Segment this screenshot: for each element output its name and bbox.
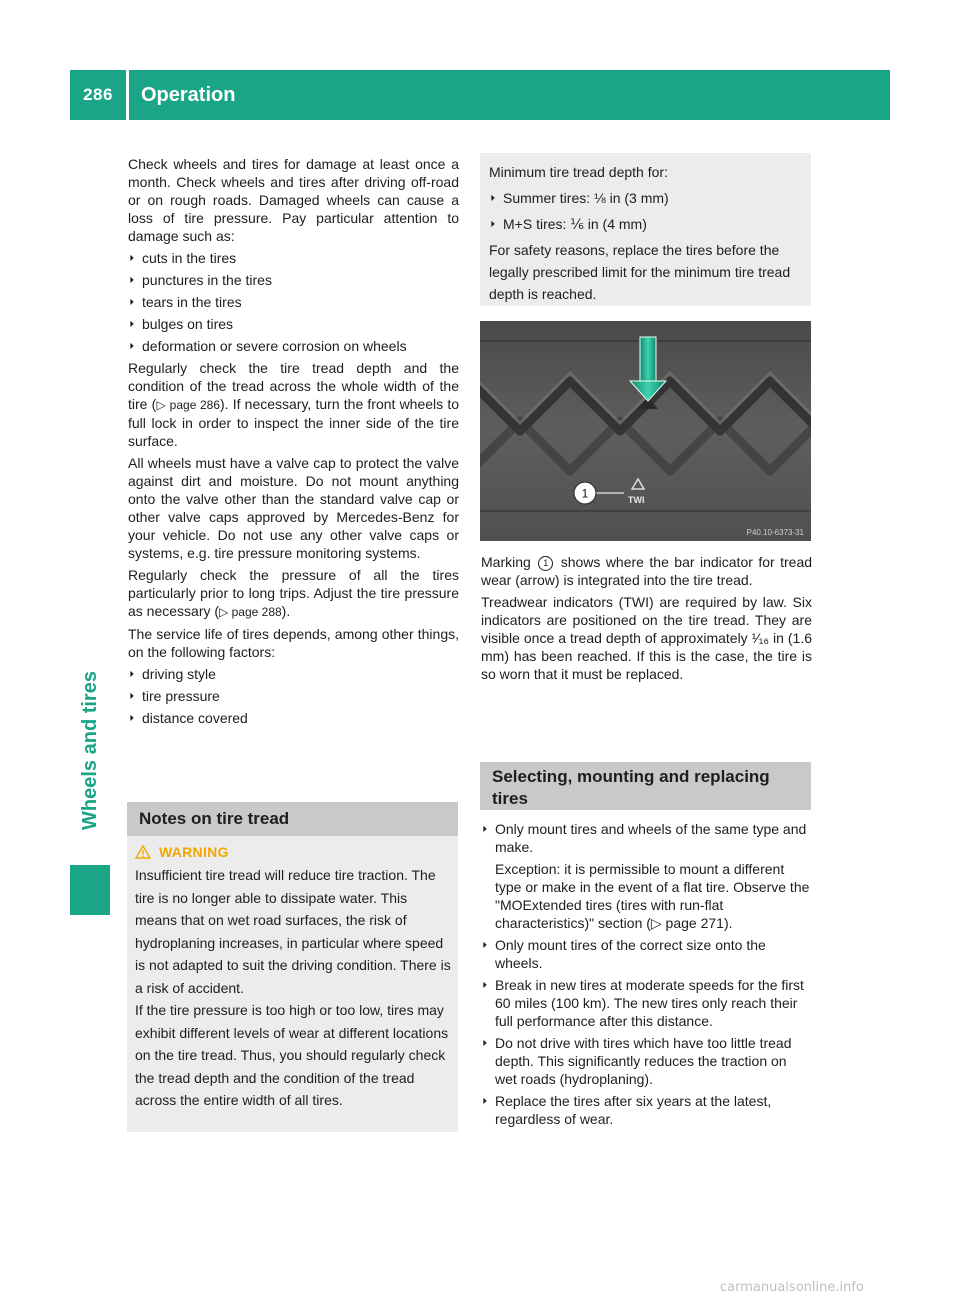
warning-title bbox=[135, 844, 229, 860]
warning-paragraph-2: If the tire pressure is too high or too low, tires may exhibit different levels of wear at different locations on the tire tread. Thus, you should regularly check the tread depth and the condition of the tread across the entire width of all tires. bbox=[135, 1002, 449, 1108]
warning-box bbox=[127, 836, 458, 1132]
tire-tread-image bbox=[480, 321, 811, 541]
marker-1-icon: 1 bbox=[538, 556, 553, 571]
list-item bbox=[481, 820, 812, 932]
list-item: ▶ tears in the tires bbox=[128, 293, 459, 311]
pressure-text-end: ). bbox=[281, 603, 291, 619]
side-chapter-marker bbox=[70, 865, 110, 915]
watermark: carmanualsonline.info bbox=[720, 1280, 864, 1295]
warning-paragraph-1: Insufficient tire tread will reduce tire traction. The tire is no longer able to dissipate water. This means that on wet road surfaces, the risk of hydroplaning increases, in particular where speed is not adapted to suit the driving condition. There is a risk of accident. bbox=[135, 867, 451, 996]
page-number: 286 bbox=[83, 85, 113, 104]
warning-icon bbox=[135, 845, 151, 859]
left-column bbox=[128, 155, 459, 731]
damage-list bbox=[128, 249, 459, 355]
list-item: ▶ punctures in the tires bbox=[128, 271, 459, 289]
list-item: ▶ driving style bbox=[128, 665, 459, 683]
list-item: ▶ Only mount tires of the correct size onto the wheels. bbox=[481, 936, 812, 972]
selecting-list bbox=[481, 820, 812, 1128]
side-chapter-text: Wheels and tires bbox=[78, 670, 101, 830]
marking-paragraph bbox=[481, 553, 812, 589]
tread-check-text: Regularly check the tire tread depth and the condition of the tread across the whole width of the tire ( bbox=[128, 360, 459, 412]
minimum-tread-box bbox=[480, 153, 811, 306]
tread-indicator-text bbox=[481, 553, 812, 687]
factors-list bbox=[128, 665, 459, 727]
section-title: Operation bbox=[141, 83, 236, 106]
list-item: ▶ Break in new tires at moderate speeds for the first 60 miles (100 km). The new tires only reach their full performance after this distance. bbox=[481, 976, 812, 1030]
warning-label: WARNING bbox=[159, 844, 229, 860]
list-item: ▶ deformation or severe corrosion on wheels bbox=[128, 337, 459, 355]
page-reference-link[interactable]: ▷ page 286 bbox=[156, 398, 220, 412]
list-item: ▶ distance covered bbox=[128, 709, 459, 727]
page-reference-link[interactable]: ▷ page 288 bbox=[219, 605, 282, 619]
twi-paragraph: Treadwear indicators (TWI) are required by law. Six indicators are positioned on the tire tread. They are visible once a tread depth of approximately ¹⁄₁₆ in (1.6 mm) has been reached. If this is the case, the tire is so worn that it must be replaced. bbox=[481, 594, 812, 682]
list-item-text: ▶ Only mount tires and wheels of the same type and make. bbox=[495, 821, 807, 855]
notes-heading: Notes on tire tread bbox=[127, 802, 458, 836]
list-item: ▶ Summer tires: ⅛ in (3 mm) bbox=[489, 185, 804, 211]
list-item-subtext: Exception: it is permissible to mount a different type or make in the event of a flat tire. Observe the "MOExtended tires (tires with run-flat characteristics)" section (▷ page 271). bbox=[495, 861, 810, 931]
image-code: P40.10-6373-31 bbox=[746, 528, 804, 537]
selecting-heading: Selecting, mounting and replacing tires bbox=[492, 767, 770, 808]
valve-paragraph: All wheels must have a valve cap to protect the valve against dirt and moisture. Do not mount anything onto the valve other than the standard valve cap or other valve caps approved by Mercedes-Benz for your vehicle. Do not use any other valve caps or systems, e.g. tire pressure monitoring systems. bbox=[128, 455, 459, 561]
list-item: ▶ Do not drive with tires which have too little tread depth. This significantly reduces the traction on wet roads (hydroplaning). bbox=[481, 1034, 812, 1088]
pressure-text: Regularly check the pressure of all the tires particularly prior to long trips. Adjust the tire pressure as necessary ( bbox=[128, 567, 459, 619]
tread-check-text-end: ). If necessary, turn the front wheels to full lock in order to inspect the inner side of the tire surface. bbox=[128, 396, 459, 449]
header-divider bbox=[126, 70, 129, 120]
selecting-heading-box bbox=[480, 762, 811, 810]
list-item: ▶ tire pressure bbox=[128, 687, 459, 705]
minimum-tread-content bbox=[489, 161, 804, 305]
selecting-list-column bbox=[481, 820, 812, 1132]
minimum-tread-list bbox=[489, 185, 804, 237]
notes-heading-box bbox=[127, 802, 458, 836]
minimum-tread-note: For safety reasons, replace the tires before the legally prescribed limit for the minimum tire tread depth is reached. bbox=[489, 242, 791, 302]
marking-text-end: shows where the bar indicator for tread wear (arrow) is integrated into the tire tread. bbox=[481, 554, 813, 588]
twi-label: TWI bbox=[628, 495, 645, 505]
list-item: ▶ cuts in the tires bbox=[128, 249, 459, 267]
list-item: ▶ M+S tires: ⅙ in (4 mm) bbox=[489, 211, 804, 237]
image-marker-1: 1 bbox=[581, 486, 589, 501]
service-life-paragraph: The service life of tires depends, among other things, on the following factors: bbox=[128, 626, 459, 660]
pressure-paragraph bbox=[128, 566, 459, 621]
intro-paragraph: Check wheels and tires for damage at least once a month. Check wheels and tires after driving off-road or on rough roads. Damaged wheels can cause a loss of tire pressure. Pay particular attention to damage such as: bbox=[128, 156, 459, 244]
list-item: ▶ bulges on tires bbox=[128, 315, 459, 333]
minimum-tread-title: Minimum tire tread depth for: bbox=[489, 164, 668, 180]
list-item: ▶ Replace the tires after six years at the latest, regardless of wear. bbox=[481, 1092, 812, 1128]
tread-check-paragraph bbox=[128, 359, 459, 450]
side-chapter-label bbox=[70, 660, 110, 840]
warning-text bbox=[135, 864, 453, 1112]
marking-text: Marking bbox=[481, 554, 531, 570]
